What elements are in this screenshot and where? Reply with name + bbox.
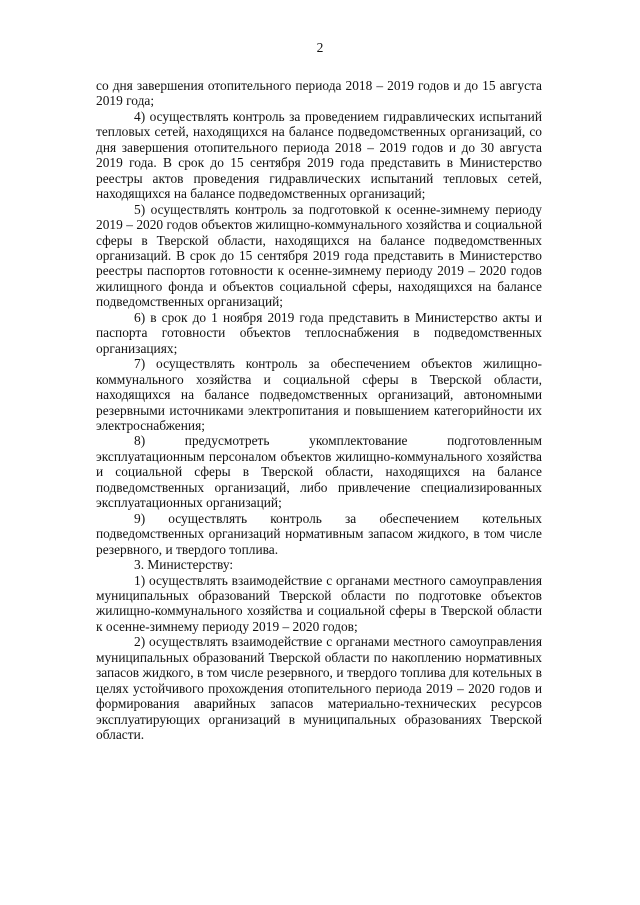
section-heading-ministry: 3. Министерству: [134,557,234,573]
paragraph-item-7: 7) осуществлять контроль за обеспечением объектов жилищно-коммунального хозяйства и социальной сферы в Тверской области, находящихся на балансе подведомственных организаций, автономными резервными источниками электропитания и повышением категорийности их электроснабжения; [96,356,542,433]
document-body [96,78,542,742]
paragraph-item-6: 6) в срок до 1 ноября 2019 года представить в Министерство акты и паспорта готовности объектов теплоснабжения в подведомственных организациях; [96,309,542,356]
paragraph-ministry-item-2: 2) осуществлять взаимодействие с органами местного самоуправления муниципальных образований Тверской области по накоплению нормативных запасов жидкого, в том числе резервного, и твердого топлива для котельных в целях устойчивого прохождения отопительного периода 2019 – 2020 годов и формирования аварийных запасов материально-технических ресурсов эксплуатирующих организаций в муниципальных образованиях Тверской области. [96,634,542,743]
paragraph-item-4: 4) осуществлять контроль за проведением гидравлических испытаний тепловых сетей, находящихся на балансе подведомственных организаций, со дня завершения отопительного периода 2018 – 2019 годов и до 30 августа 2019 года. В срок до 15 сентября 2019 года представить в Министерство реестры актов проведения гидравлических испытаний тепловых сетей, находящихся на балансе подведомственных организаций; [96,108,542,202]
paragraph-item-8: 8) предусмотреть укомплектование подготовленным эксплуатационным персоналом объектов жилищно-коммунального хозяйства и социальной сферы в Тверской области, находящихся на балансе подведомственных организаций, либо привлечение специализированных эксплуатационных организаций; [96,433,542,511]
paragraph-ministry-item-1: 1) осуществлять взаимодействие с органами местного самоуправления муниципальных образований Тверской области по подготовке объектов жилищно-коммунального хозяйства и социальной сферы в Тверской области к осенне-зимнему периоду 2019 – 2020 годов; [96,572,542,634]
paragraph-continuation: со дня завершения отопительного периода 2018 – 2019 годов и до 15 августа 2019 года; [96,78,542,109]
paragraph-item-9: 9) осуществлять контроль за обеспечением котельных подведомственных организаций нормативным запасом жидкого, в том числе резервного, и твердого топлива. [96,510,542,557]
paragraph-item-5: 5) осуществлять контроль за подготовкой к осенне-зимнему периоду 2019 – 2020 годов объектов жилищно-коммунального хозяйства и социальной сферы в Тверской области, находящихся на балансе подведомственных организаций. В срок до 15 сентября 2019 года представить в Министерство реестры паспортов готовности к осенне-зимнему периоду 2019 – 2020 годов жилищного фонда и объектов социальной сферы, находящихся на балансе подведомственных организаций; [96,201,542,310]
page-number: 2 [316,40,324,55]
